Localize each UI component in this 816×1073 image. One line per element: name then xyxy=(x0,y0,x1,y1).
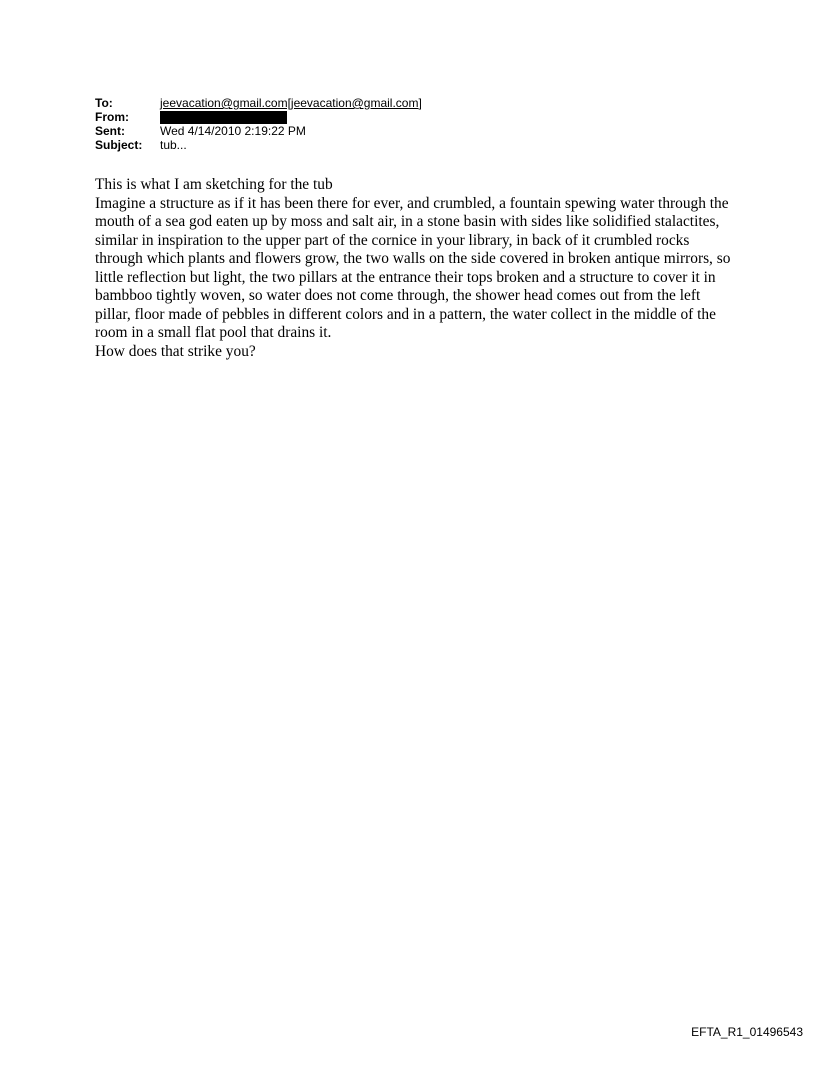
sent-row xyxy=(95,124,422,138)
from-row xyxy=(95,110,422,124)
body-paragraph: How does that strike you? xyxy=(95,342,256,360)
to-value[interactable]: jeevacation@gmail.com[jeevacation@gmail.com] xyxy=(160,96,422,110)
body-paragraph: This is what I am sketching for the tub xyxy=(95,176,333,193)
body-paragraph: Imagine a structure as if it has been there for ever, and crumbled, a fountain spewing water through the mouth of a sea god eaten up by moss and salt air, in a stone basin with sides like solidified stalactites, similar in inspiration to the upper part of the cornice in your library, in back of it crumbled rocks through which plants and flowers grow, the two walls on the side covered in broken antique mirrors, so little reflection but light, the two pillars at the entrance their tops broken and a structure to cover it in bambboo tightly woven, so water does not come through, the shower head comes out from the left pillar, floor made of pebbles in different colors and in a pattern, the water collect in the middle of the room in a small flat pool that drains it. xyxy=(95,194,731,341)
subject-row xyxy=(95,138,422,152)
email-header xyxy=(95,96,422,152)
from-label: From: xyxy=(95,110,129,124)
subject-label: Subject: xyxy=(95,138,143,152)
sent-value: Wed 4/14/2010 2:19:22 PM xyxy=(160,124,306,138)
to-row xyxy=(95,96,422,110)
redacted-sender xyxy=(160,111,287,124)
to-label: To: xyxy=(95,96,113,110)
sent-label: Sent: xyxy=(95,124,125,138)
email-body xyxy=(95,176,735,361)
subject-value: tub... xyxy=(160,138,187,152)
document-id: EFTA_R1_01496543 xyxy=(691,1025,803,1039)
